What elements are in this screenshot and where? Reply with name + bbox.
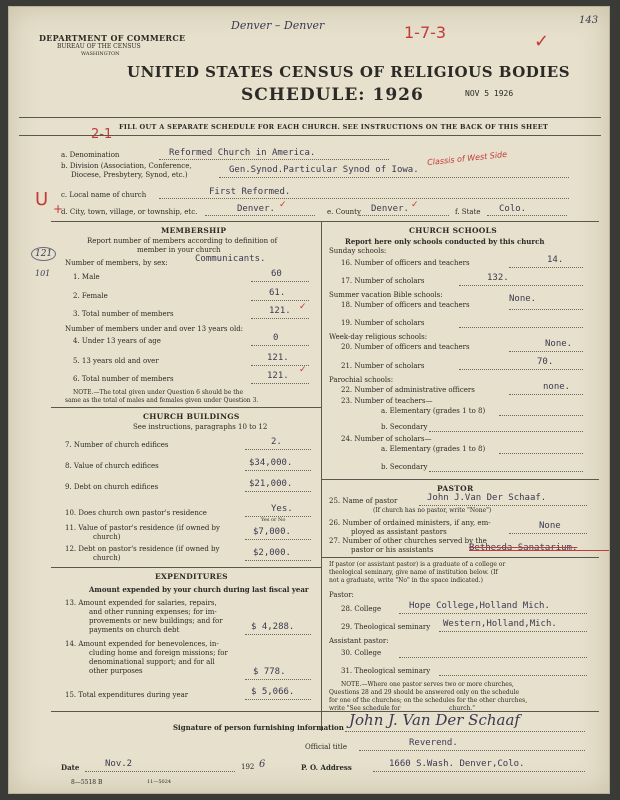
signature-label: Signature of person furnishing information	[173, 723, 344, 732]
form-code: 8—5518 B	[71, 779, 103, 786]
q27-value: Bethesda Sanatarium.	[469, 543, 578, 553]
q28-value: Hope College,Holland Mich.	[409, 601, 550, 611]
received-stamp: NOV 5 1926	[465, 89, 514, 98]
q8-label: 8. Value of church edifices	[65, 462, 159, 470]
census-schedule-page: DEPARTMENT OF COMMERCE BUREAU OF THE CENSUS WASHINGTON Denver – Denver 1-7-3 143 ✓ UNITED STATES CENSUS OF RELIGIOUS BODIES SCHEDULE: 1926 NOV 5 1926 2-1 FILL OUT A SEPARATE SCHEDULE FOR EACH CHURCH. SEE INSTRUCTIONS ON THE BACK OF THIS SHEET a. Denomination Reformed Church in America. b. Division (Association, Conference, Diocese, Presbytery, Synod, etc.) Gen.Synod.Particular Synod of Iowa. Classis of West Side c. Local name of church First Reformed. U + d. City, town, village, or township, etc. Denver. ✓ e. County Denver. ✓ f. State Colo. MEMBERSHIP Report number of members according to definition of member in your church Number of members, by sex: Communicants. 121 101 1. Male 60 2. Female 61. 3. Total number of members 121. ✓ Number of members under and over 13 years old: 4. Under 13 years of age 0 5. 13 years old and over 121. 6. Total number of members 121. ✓ NOTE.—The total given under Question 6 should be the same as the total of males and females given under Question 3. CHURCH BUILDINGS See instructions, paragraphs 10 to 12 7. Number of church edifices 2. 8. Value of church edifices $34,000. 9. Debt on church edifices $21,000. 10. Does church own pastor's residence Yes. Yes or No 11. Value of pastor's residence (if owned by church) $7,000. 12. Debt on pastor's residence (if owned by church) $2,000. EXPENDITURES Amount expended by your church during last fiscal year 13. Amount expended for salaries, repairs, and other running expenses; for im- provements or new buildings; and for payments on church debt $ 4,288. 14. Amount expended for benevolences, in- cluding home and foreign missions; for denominational support; and for all other purposes $ 778. 15. Total expenditures during year $ 5,066. CHURCH SCHOOLS Report here only schools conducted by this church Sunday schools: 16. Number of officers and teachers 14. 17. Number of scholars 132. Summer vacation Bible schools: 18. Number of officers and teachers None. 19. Number of scholars Week-day religious schools: 20. Number of officers and teachers None. 21. Number of scholars 70. Parochial schools: 22. Number of administrative officers none. 23. Number of teachers— a. Elementary (grades 1 to 8) b. Secondary 24. Number of scholars— a. Elementary (grades 1 to 8) b. Secondary PASTOR 25. Name of pastor John J.Van Der Schaaf. (If church has no pastor, write "None") 26. Number of ordained ministers, if any, em- ployed as assistant pastors None 27. Number of other churches served by the pastor or his assistants Bethesda Sanatarium. If pastor (or assistant pastor) is a graduate of a college or theological seminary, give name of institution below. (If not a graduate, write "No" in the space indicated.) Pastor: 28. College Hope College,Holland Mich. 29. Theological seminary Western,Holland,Mich. Assistant pastor: 30. College 31. Theological seminary NOTE.—Where one pastor serves two or more churches, Questions 28 and 29 should be answered only on the schedule for one of the churches; on the schedules for the other churches, write "See schedule for _______________ church." Signature of person furnishing information John J. Van Der Schaaf Official title Reverend. Date Nov.2 192 6 P. O. Address 1660 S.Wash. Denver,Colo. 8—5518 B 11—5024	[8, 6, 610, 794]
q12-value: $2,000.	[253, 548, 291, 558]
po-address-label: P. O. Address	[301, 763, 352, 772]
division-value: Gen.Synod.Particular Synod of Iowa.	[229, 165, 419, 175]
assistant-sub-label: Assistant pastor:	[329, 637, 389, 645]
margin-circled-number: 121	[31, 247, 56, 261]
membership-note-2: same as the total of males and females given under Question 3.	[65, 397, 259, 404]
college-note-1: If pastor (or assistant pastor) is a graduate of a college or	[329, 561, 506, 568]
q17-label: 17. Number of scholars	[341, 277, 425, 285]
q14-line-2: cluding home and foreign missions; for	[89, 649, 228, 657]
q7-label: 7. Number of church edifices	[65, 441, 169, 449]
q13-line-3: provements or new buildings; and for	[89, 617, 223, 625]
q8-value: $34,000.	[249, 458, 293, 468]
q3-label: 3. Total number of members	[73, 310, 174, 318]
official-title-value: Reverend.	[409, 738, 458, 748]
corner-number: 143	[579, 15, 599, 26]
q4-value: 0	[273, 333, 279, 343]
age-intro: Number of members under and over 13 years old:	[65, 325, 244, 333]
city-label: WASHINGTON	[81, 51, 120, 57]
division-label-2: Diocese, Presbytery, Synod, etc.)	[71, 171, 188, 179]
yes-no-hint: Yes or No	[261, 517, 286, 523]
q29-value: Western,Holland,Mich.	[443, 619, 557, 629]
q25-label: 25. Name of pastor	[329, 497, 398, 505]
pastor-note-4: write "See schedule for _______________ church."	[329, 705, 475, 712]
q11-label-b: church)	[93, 533, 121, 541]
q24b-label: b. Secondary	[381, 463, 428, 471]
schools-heading: CHURCH SCHOOLS	[409, 226, 497, 235]
margin-number: 101	[35, 269, 51, 278]
q22-value: none.	[543, 382, 571, 392]
q9-value: $21,000.	[249, 479, 293, 489]
q15-label: 15. Total expenditures during year	[65, 691, 189, 699]
q27-label-b: pastor or his assistants	[351, 546, 434, 554]
q13-line-2: and other running expenses; for im-	[89, 608, 217, 616]
q21-label: 21. Number of scholars	[341, 362, 425, 370]
date-label: Date	[61, 763, 80, 772]
buildings-heading: CHURCH BUILDINGS	[143, 412, 240, 421]
q19-label: 19. Number of scholars	[341, 319, 425, 327]
q24-label: 24. Number of scholars—	[341, 435, 432, 443]
q14-value: $ 778.	[253, 667, 286, 677]
year-suffix: 6	[259, 759, 266, 770]
q10-value: Yes.	[271, 504, 293, 514]
red-check-mark: ✓	[534, 31, 550, 52]
pastor-note-1: NOTE.—Where one pastor serves two or more churches,	[341, 681, 514, 688]
weekday-label: Week-day religious schools:	[329, 333, 428, 341]
local-name-value: First Reformed.	[209, 187, 291, 197]
q24a-label: a. Elementary (grades 1 to 8)	[381, 445, 486, 453]
q1-value: 60	[271, 269, 282, 279]
q13-line-4: payments on church debt	[89, 626, 180, 634]
q5-label: 5. 13 years old and over	[73, 357, 159, 365]
q28-label: 28. College	[341, 605, 382, 613]
q17-value: 132.	[487, 273, 509, 283]
pastor-sub-label: Pastor:	[329, 591, 354, 599]
red-code: 1-7-3	[404, 23, 447, 42]
q31-label: 31. Theological seminary	[341, 667, 431, 675]
q16-label: 16. Number of officers and teachers	[341, 259, 470, 267]
expenditures-sub: Amount expended by your church during last fiscal year	[89, 585, 309, 594]
q6-label: 6. Total number of members	[73, 375, 174, 383]
q18-label: 18. Number of officers and teachers	[341, 301, 470, 309]
county-value: Denver.	[371, 204, 409, 214]
division-label-1: b. Division (Association, Conference,	[61, 162, 192, 170]
denomination-value: Reformed Church in America.	[169, 148, 316, 158]
q13-line-1: 13. Amount expended for salaries, repairs,	[65, 599, 217, 607]
q22-label: 22. Number of administrative officers	[341, 386, 475, 394]
city-field-value: Denver.	[237, 204, 275, 214]
q21-value: 70.	[537, 357, 554, 367]
q26-label-a: 26. Number of ordained ministers, if any, em-	[329, 519, 491, 527]
q10-label: 10. Does church own pastor's residence	[65, 509, 207, 517]
q11-label-a: 11. Value of pastor's residence (if owned by	[65, 524, 220, 532]
po-address-value: 1660 S.Wash. Denver,Colo.	[389, 759, 525, 769]
handwritten-city: Denver – Denver	[231, 19, 325, 32]
q5-value: 121.	[267, 353, 289, 363]
q2-value: 61.	[269, 288, 286, 298]
form-code-2: 11—5024	[147, 779, 172, 785]
membership-intro-1: Report number of members according to definition of	[87, 237, 278, 245]
q20-label: 20. Number of officers and teachers	[341, 343, 470, 351]
membership-note-1: NOTE.—The total given under Question 6 should be the	[73, 389, 244, 396]
q1-label: 1. Male	[73, 273, 100, 281]
q27-label-a: 27. Number of other churches served by the	[329, 537, 487, 545]
q30-label: 30. College	[341, 649, 382, 657]
q11-value: $7,000.	[253, 527, 291, 537]
form-schedule-title: SCHEDULE: 1926	[241, 85, 424, 105]
q18-value: None.	[509, 294, 537, 304]
membership-heading: MEMBERSHIP	[161, 226, 227, 235]
q29-label: 29. Theological seminary	[341, 623, 431, 631]
q2-label: 2. Female	[73, 292, 108, 300]
expenditures-heading: EXPENDITURES	[155, 572, 228, 581]
local-name-label: c. Local name of church	[61, 191, 147, 199]
bureau-label: BUREAU OF THE CENSUS	[57, 43, 141, 50]
q14-line-3: denominational support; and for all	[89, 658, 215, 666]
pastor-note-3: for one of the churches; on the schedules for the other churches,	[329, 697, 528, 704]
by-sex-label: Number of members, by sex:	[65, 259, 168, 267]
q7-value: 2.	[271, 437, 282, 447]
q25-value: John J.Van Der Schaaf.	[427, 493, 547, 503]
sunday-label: Sunday schools:	[329, 247, 387, 255]
signature-value: John J. Van Der Schaaf	[349, 711, 520, 729]
schools-intro: Report here only schools conducted by this church	[345, 237, 545, 246]
state-value: Colo.	[499, 204, 527, 214]
q23b-label: b. Secondary	[381, 423, 428, 431]
official-title-label: Official title	[305, 743, 347, 751]
q6-value: 121.	[267, 371, 289, 381]
form-title: UNITED STATES CENSUS OF RELIGIOUS BODIES	[127, 63, 571, 81]
q20-value: None.	[545, 339, 573, 349]
q14-line-4: other purposes	[89, 667, 143, 675]
county-label: e. County	[327, 208, 361, 216]
state-label: f. State	[455, 208, 481, 216]
q26-label-b: ployed as assistant pastors	[351, 528, 447, 536]
date-value: Nov.2	[105, 759, 133, 769]
q23-label: 23. Number of teachers—	[341, 397, 433, 405]
pastor-heading: PASTOR	[437, 484, 474, 493]
membership-intro-2: member in your church	[137, 246, 221, 254]
buildings-sub: See instructions, paragraphs 10 to 12	[133, 423, 268, 431]
q3-value: 121.	[269, 306, 291, 316]
by-sex-value: Communicants.	[195, 254, 266, 264]
q16-value: 14.	[547, 255, 564, 265]
college-note-2: theological seminary, give name of institution below. (If	[329, 569, 498, 576]
q4-label: 4. Under 13 years of age	[73, 337, 161, 345]
q12-label-b: church)	[93, 554, 121, 562]
city-field-label: d. City, town, village, or township, etc.	[61, 208, 198, 216]
q26-value: None	[539, 521, 561, 531]
vacation-label: Summer vacation Bible schools:	[329, 291, 443, 299]
red-plus-mark: +	[53, 202, 64, 216]
q13-value: $ 4,288.	[251, 622, 295, 632]
division-red-note: Classis of West Side	[426, 149, 508, 168]
year-prefix: 192	[241, 763, 255, 771]
q23a-label: a. Elementary (grades 1 to 8)	[381, 407, 486, 415]
parochial-label: Parochial schools:	[329, 376, 394, 384]
denomination-label: a. Denomination	[61, 151, 120, 159]
q25-hint: (If church has no pastor, write "None")	[373, 507, 492, 514]
q9-label: 9. Debt on church edifices	[65, 483, 159, 491]
college-note-3: not a graduate, write "No" in the space indicated.)	[329, 577, 483, 584]
q15-value: $ 5,066.	[251, 687, 295, 697]
red-margin-mark: U	[35, 189, 49, 210]
instruction-line: FILL OUT A SEPARATE SCHEDULE FOR EACH CHURCH. SEE INSTRUCTIONS ON THE BACK OF THIS SHEET	[119, 123, 549, 131]
q12-label-a: 12. Debt on pastor's residence (if owned by	[65, 545, 220, 553]
pastor-note-2: Questions 28 and 29 should be answered only on the schedule	[329, 689, 520, 696]
red-code-2: 2-1	[91, 127, 113, 142]
dept-label: DEPARTMENT OF COMMERCE	[39, 33, 186, 43]
q14-line-1: 14. Amount expended for benevolences, in-	[65, 640, 219, 648]
